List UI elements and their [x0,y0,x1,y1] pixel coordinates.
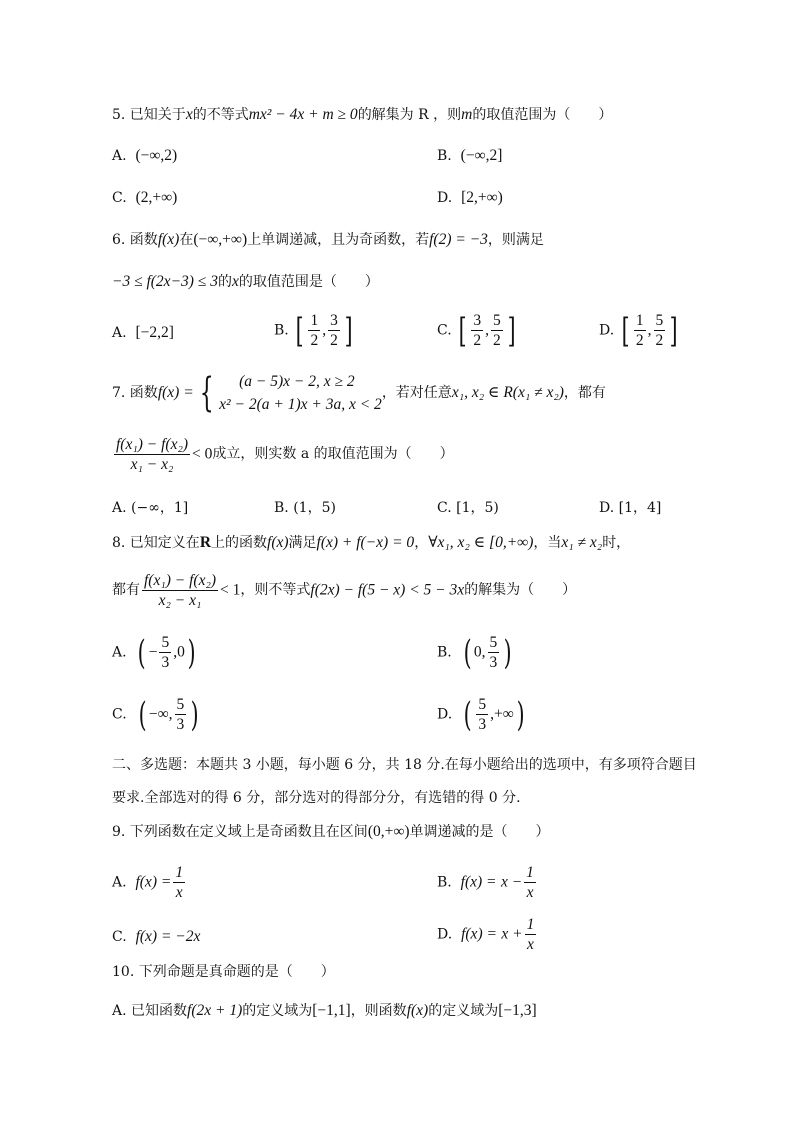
q9-option-b-frac [524,864,536,901]
q8-frac-tail: < 1 [220,581,241,599]
q6-option-b-n2: 3 [328,312,340,331]
q6-mid2: 上单调递减，且为奇函数，若 [247,232,430,248]
q6-option-b-frac1 [308,312,320,349]
q6-option-c-n1: 3 [471,312,483,331]
q8-option-c-close-paren: ) [190,694,199,735]
q8-fraction [142,572,218,609]
q5-option-a[interactable] [112,147,177,165]
q5-var-x: x [185,106,193,123]
q7-option-d-label: D. [599,500,615,516]
q7-condition: x₁, x₂ ∈ R(x₁ ≠ x₂) [451,383,564,401]
q9-option-b-label: B. [437,874,452,891]
q9-option-d-den: x [527,936,534,954]
q7-frac-den: x₁ − x₂ [130,456,174,474]
q6-option-c-open-bracket: [ [458,310,467,351]
q8-mid4: ，当 [533,535,562,551]
q8-inequality: f(2x) − f(5 − x) < 5 − 3x [310,581,465,599]
q10-option-a[interactable] [112,1002,537,1021]
q8-frac-den: x₂ − x₁ [158,592,202,610]
q9-option-a-den: x [175,884,183,902]
q5-option-a-label: A. [112,148,127,164]
q8-option-b-den: 3 [489,654,498,672]
q9-option-b-den: x [526,884,534,902]
q8-option-d-num: 5 [476,696,488,715]
q6-option-b-n1: 1 [308,312,320,331]
q9-option-d-pre: x + [501,925,523,943]
q6-option-c-n2: 5 [491,312,503,331]
q8-stem-line1 [112,534,630,553]
q7-mid: ，若对任意 [381,384,452,401]
q7-tail: ，都有 [563,384,606,401]
q8-option-d-post: ,+∞ [490,705,514,723]
q7-frac-num: f(x₁) − f(x₂) [114,436,190,455]
q5-option-c-label: C. [112,190,127,206]
q8-option-b-close-paren: ) [503,632,512,673]
q10-option-a-mid3: 的定义域为 [428,1003,499,1019]
q7-fraction [114,436,190,473]
q6-option-a-value: [−2,2] [135,324,174,341]
q6-option-a-label: A. [112,325,127,341]
q10-option-a-domain2: [−1,3] [498,1002,537,1019]
q5-option-c-value: (2,+∞) [135,189,178,206]
q6-option-b-comma: , [322,321,327,339]
q6-option-b-label: B. [274,322,289,339]
q7-stem-line2 [112,436,454,473]
q6-option-c-d1: 2 [473,332,482,350]
q10-option-a-pre: A. 已知函数 [112,1003,188,1019]
q5-option-b-value: (−∞,2] [460,147,503,164]
q8-condition2: ∀x₁, x₂ ∈ [0,+∞) [428,534,534,551]
q8-option-a-frac [159,634,171,671]
q7-option-c-value: [1，5) [456,500,499,516]
q8-option-c-label: C. [112,706,127,723]
q5-option-c[interactable] [112,189,177,207]
q6-option-d-close-bracket: ] [669,310,678,351]
q5-option-b[interactable] [437,147,502,165]
q5-option-d-label: D. [437,190,453,206]
q6-pre: 6. 函数 [112,232,158,248]
q8-option-d-label: D. [437,706,453,723]
q6-option-d[interactable] [599,312,681,349]
q7-cases-brace: { [199,370,214,417]
q9-stem [112,823,550,842]
q8-real-set: R [199,534,212,551]
q10-stem: 10. 下列命题是真命题的是（ ） [112,964,335,980]
q9-option-b-lhs: f(x) = [460,873,497,891]
q6-option-d-n2: 5 [654,312,666,331]
q7-option-a-value: (−∞，1] [131,500,189,516]
q8-option-c-den: 3 [176,716,185,734]
q8-condition1: f(x) + f(−x) = 0 [316,534,415,551]
q5-option-d[interactable] [437,189,503,207]
q8-option-a[interactable] [112,634,198,671]
q7-frac-tail: < 0 [192,445,213,463]
q7-fx: f(x) = [157,383,194,401]
q8-option-a-label: A. [112,644,127,661]
q7-option-a[interactable] [112,497,188,517]
q6-line2-mid: 的 [217,274,232,290]
q6-option-c-frac1 [471,312,483,349]
q7-stem-line1 [112,370,606,417]
q8-option-b-frac [488,634,500,671]
q6-option-b-d1: 2 [310,332,319,350]
q6-inequality: −3 ≤ f(2x−3) ≤ 3 [112,273,218,290]
q6-condition: f(2) = −3 [429,231,488,248]
q9-option-a-label: A. [112,874,127,891]
q10-option-a-mid2: ，则函数 [350,1003,407,1019]
q8-option-a-close-paren: ) [187,632,196,673]
q6-option-b-frac2 [328,312,340,349]
q10-option-a-f2: f(x) [406,1002,429,1019]
q6-mid3: ，则满足 [487,232,544,248]
q6-mid1: 在 [179,232,194,248]
q6-option-d-comma: , [647,321,652,339]
q6-option-d-frac1 [634,312,646,349]
q8-mid2: 满足 [288,535,317,551]
q7-option-d-value: [1，4] [618,500,662,516]
q8-option-a-pre: − [148,643,158,661]
q8-option-b-open-paren: ( [463,632,472,673]
q6-stem-line1 [112,231,544,250]
q6-option-b[interactable] [274,312,355,349]
q6-var-x: x [231,273,239,290]
q8-option-d[interactable] [437,696,527,733]
q6-stem-line2 [112,273,379,292]
q8-option-d-frac [476,696,488,733]
q9-option-c[interactable] [112,928,200,946]
q9-option-b-pre: x − [500,873,523,891]
q8-mid3: ， [414,535,429,551]
q8-mid1: 上的函数 [211,535,268,551]
q5-option-d-value: [2,+∞) [461,189,503,206]
q6-option-c-d2: 2 [493,332,501,350]
q8-option-c-pre: −∞, [148,705,173,723]
q5-var-m: m [461,106,473,123]
q6-option-d-label: D. [599,322,615,339]
q7-option-d[interactable] [599,497,661,517]
q7-option-b-label: B. [274,500,289,516]
q8-option-b-label: B. [437,644,452,661]
q9-option-a[interactable] [112,864,187,901]
q6-line2-tail: 的取值范围是（ ） [238,274,379,290]
q7-option-a-label: A. [112,500,127,516]
q7-cases [219,370,382,417]
q9-option-d-num: 1 [525,916,537,935]
q6-option-c-close-bracket: ] [507,310,516,351]
q8-option-d-close-paren: ) [516,694,525,735]
q9-option-d[interactable] [437,916,538,953]
q9-option-d-frac [525,916,537,953]
q9-option-d-lhs: f(x) = [461,925,497,943]
q7-line2-tail: 成立，则实数 a 的取值范围为（ ） [212,446,454,463]
q6-option-d-n1: 1 [634,312,646,331]
q9-option-c-label: C. [112,929,127,945]
q8-option-a-post: ,0 [173,643,185,661]
q8-option-c[interactable] [112,696,202,733]
q9-pre: 9. 下列函数在定义域上是奇函数且在区间 [112,824,368,840]
q10-option-a-domain1: [−1,1] [312,1002,351,1019]
q10-option-a-f1: f(2x + 1) [187,1002,243,1019]
q6-option-c-frac2 [491,312,503,349]
q5-mid2: 的解集为 R ，则 [357,107,462,123]
q8-fx: f(x) [267,534,289,551]
q7-option-c-label: C. [437,500,452,516]
q8-stem-line2 [112,572,576,609]
q8-option-c-frac [175,696,187,733]
q7-pre: 7. 函数 [112,384,158,401]
q9-interval: (0,+∞) [367,823,410,840]
q9-option-b[interactable] [437,864,538,901]
q8-pre: 8. 已知定义在 [112,535,200,551]
q5-pre: 5. 已知关于 [112,107,186,123]
q8-option-b-num: 5 [488,634,500,653]
q6-option-d-d1: 2 [635,332,644,350]
q9-option-c-lhs: f(x) = −2x [135,928,201,945]
q8-condition3: x₁ ≠ x₂ [561,534,603,551]
q6-option-c[interactable] [437,312,518,349]
q8-option-a-num: 5 [159,634,171,653]
q5-mid1: 的不等式 [192,107,249,123]
q9-tail: 单调递减的是（ ） [409,824,550,840]
q5-option-a-value: (−∞,2) [135,147,178,164]
q7-option-b-value: (1，5) [293,500,336,516]
q7-option-b[interactable] [274,497,336,517]
q6-option-b-open-bracket: [ [295,310,304,351]
q6-fx: f(x) [157,231,180,248]
q8-option-a-open-paren: ( [138,632,147,673]
section2-line2: 要求.全部选对的得 6 分，部分选对的得部分分，有选错的得 0 分. [112,790,521,806]
q9-option-a-num: 1 [173,864,185,883]
q6-option-c-comma: , [485,321,490,339]
q6-option-d-frac2 [654,312,666,349]
q5-mid3: 的取值范围为（ ） [472,107,613,123]
q8-option-b[interactable] [437,634,515,671]
q7-case1: (a − 5)x − 2, x ≥ 2 [239,373,355,390]
q6-option-b-close-bracket: ] [344,310,353,351]
q7-option-c[interactable] [437,497,499,517]
q8-line2-mid: ，则不等式 [240,582,311,599]
q6-option-a[interactable] [112,324,174,342]
q9-option-d-label: D. [437,926,453,943]
q5-stem [112,106,612,125]
section2-line1: 二、多选题：本题共 3 小题，每小题 6 分，共 18 分.在每小题给出的选项中，有多项符合题目 [112,757,697,773]
q5-inequality: mx² − 4x + m ≥ 0 [248,106,358,123]
q6-interval: (−∞,+∞) [193,231,248,248]
q10-option-a-mid1: 的定义域为 [242,1003,313,1019]
q6-option-d-open-bracket: [ [621,310,630,351]
q5-option-b-label: B. [437,148,452,164]
q8-option-a-den: 3 [161,654,170,672]
q9-option-a-lhs: f(x) = [135,873,172,891]
q8-option-d-open-paren: ( [463,694,472,735]
q9-option-b-num: 1 [524,864,536,883]
q8-tail: 时， [602,535,631,551]
q6-option-c-label: C. [437,322,452,339]
q8-option-b-pre: 0, [473,643,486,661]
q6-option-b-d2: 2 [330,332,338,350]
q8-frac-num: f(x₁) − f(x₂) [142,572,218,591]
q6-option-d-d2: 2 [655,332,664,350]
q8-line2-tail: 的解集为（ ） [464,582,577,599]
q8-option-c-num: 5 [175,696,187,715]
q8-option-d-den: 3 [478,716,487,734]
q9-option-a-frac [173,864,185,901]
q8-line2-pre: 都有 [112,582,140,599]
q7-case2: x² − 2(a + 1)x + 3a, x < 2 [219,396,382,414]
q8-option-c-open-paren: ( [138,694,147,735]
